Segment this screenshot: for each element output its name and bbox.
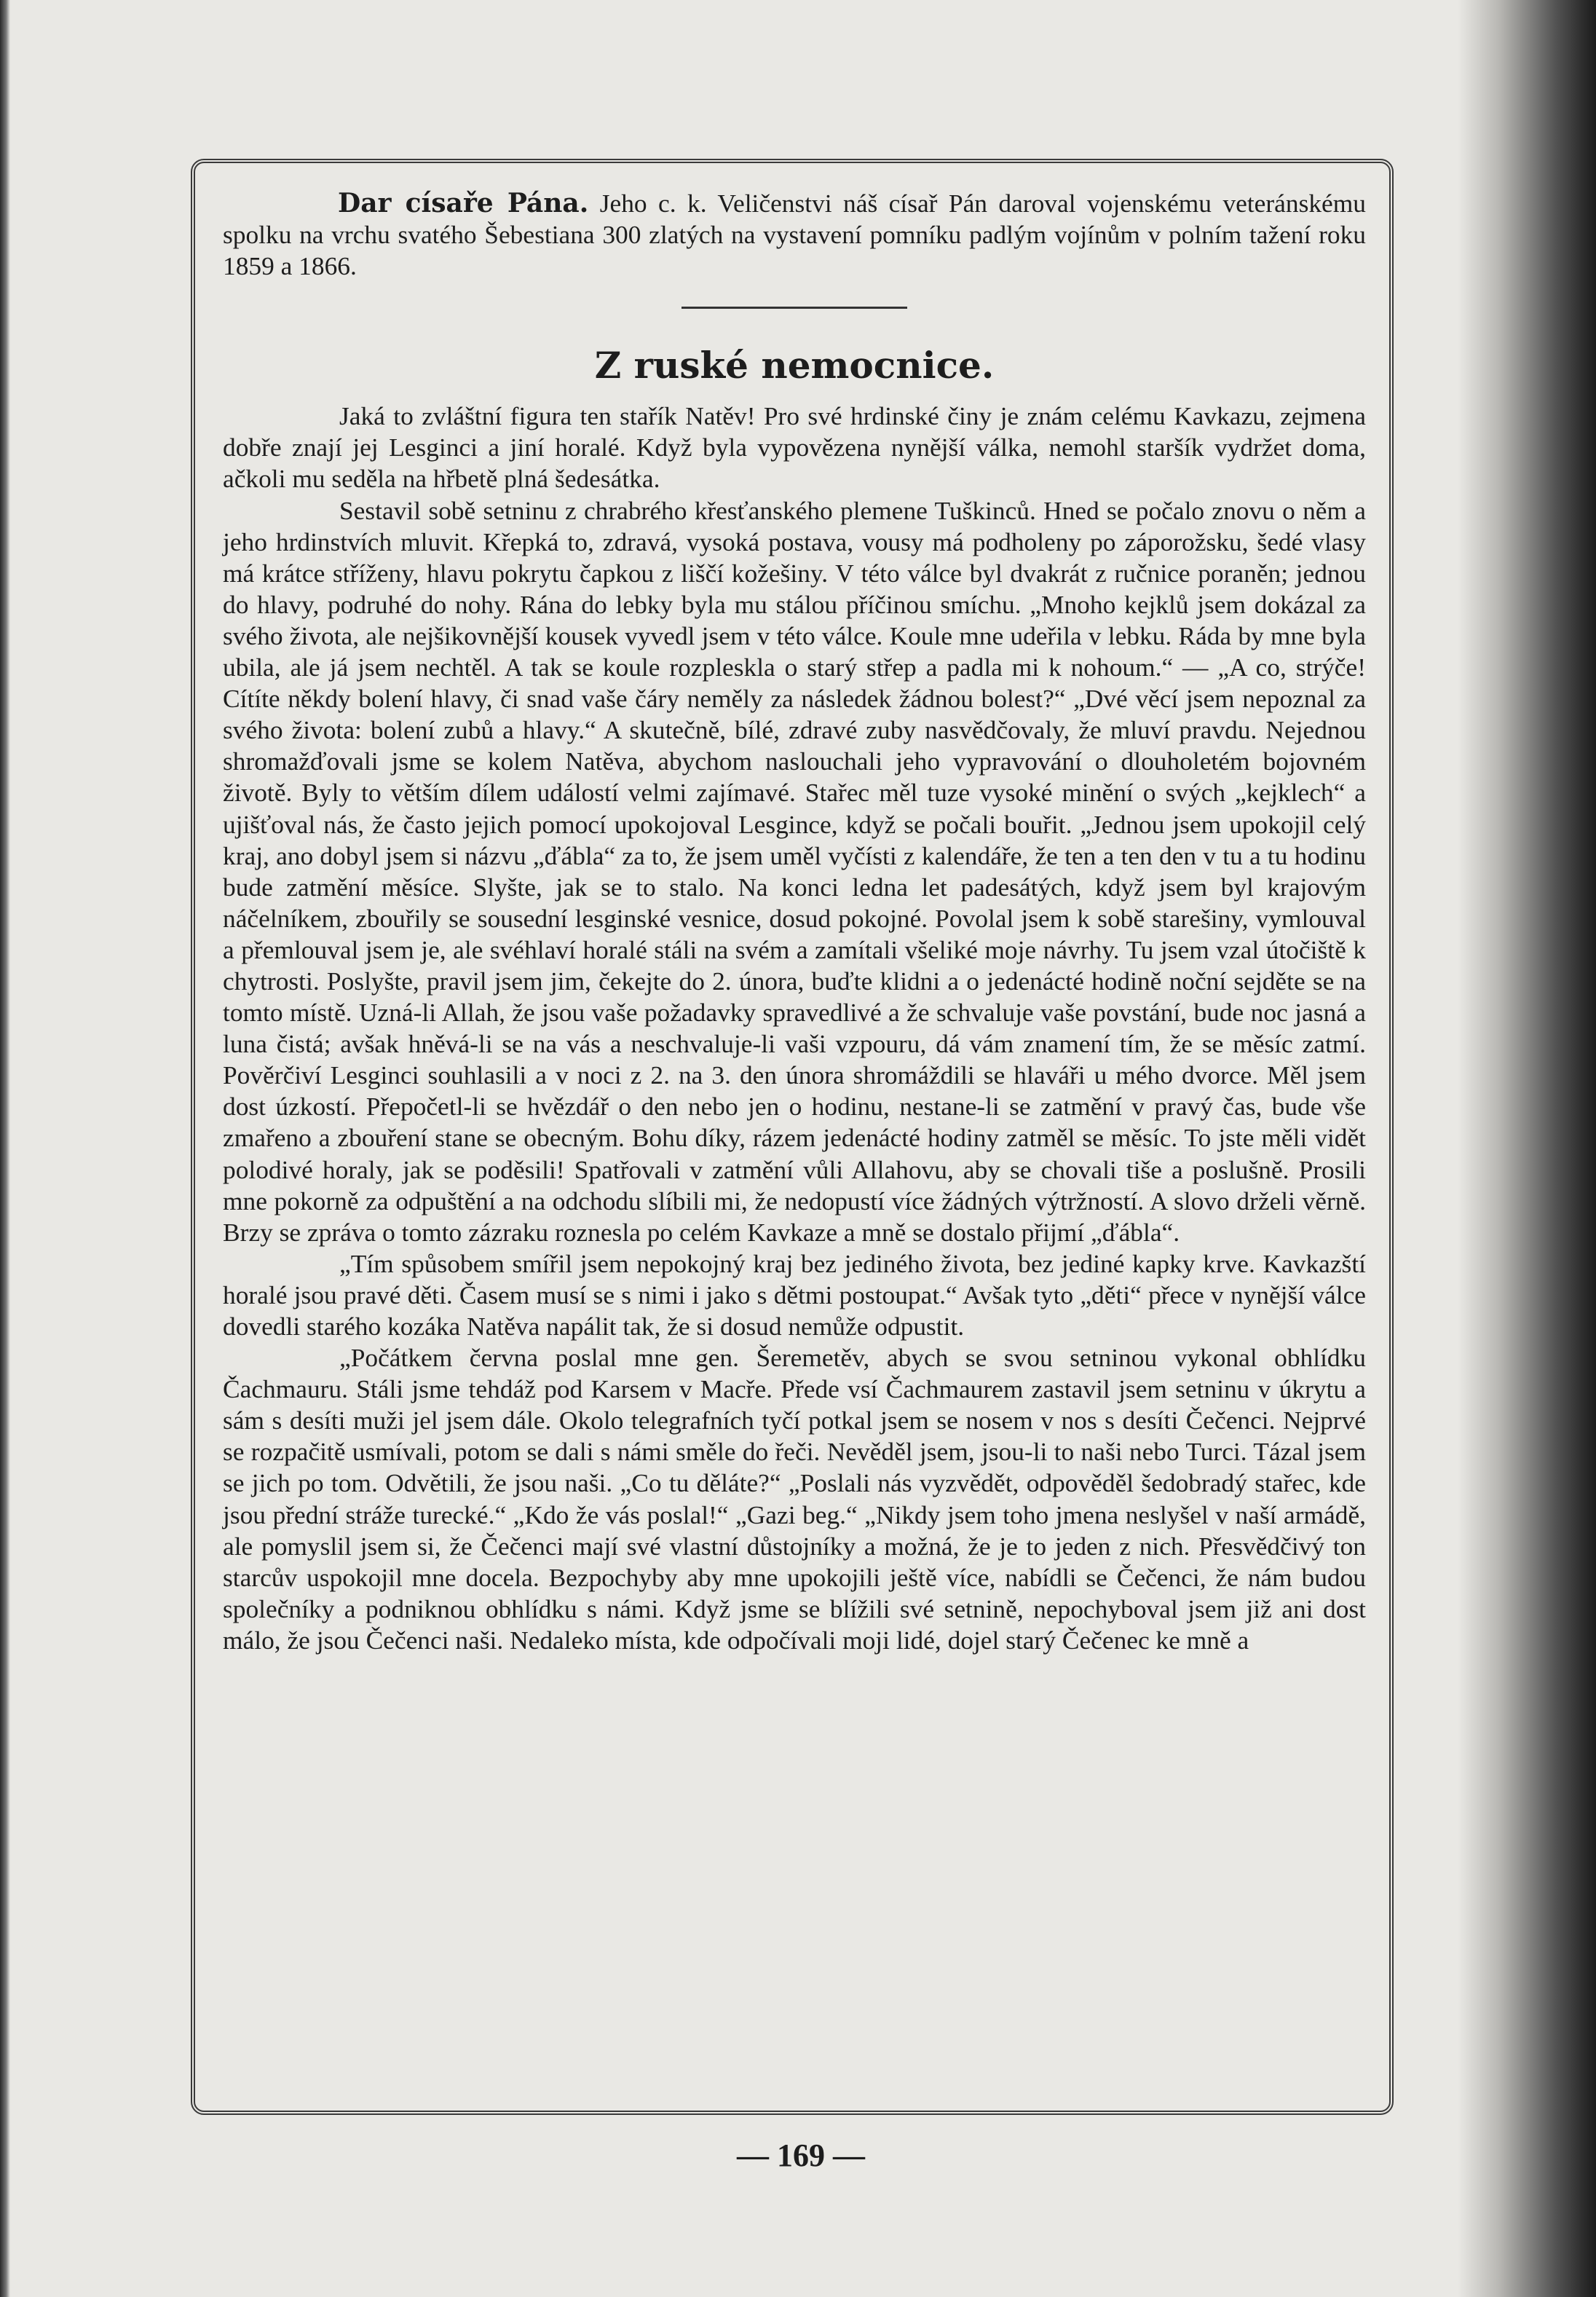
article-paragraph-4: „Počátkem června poslal mne gen. Šeremetěv, abych se svou setninou vykonal obhlídku Čachmauru. Stáli jsme tehdáž pod Karsem v Macře. Přede vsí Čachmaurem zastavil jsem setninu v úkrytu a sám s desíti muži jel jsem dále. Okolo telegrafních tyčí potkal jsem se nosem v nos s desíti Čečenci. Nejprvé se rozpačitě usmívali, potom se dali s námi směle do řeči. Nevěděl jsem, jsou-li to naši nebo Turci. Tázal jsem se jich po tom. Odvětili, že jsou naši. „Co tu děláte?“ „Poslali nás vyzvědět, odpověděl šedobradý stařec, kde jsou přední stráže turecké.“ „Kdo že vás poslal!“ „Gazi beg.“ „Nikdy jsem toho jmena neslyšel v naší armádě, ale pomyslil jsem si, že Čečenci mají své vlastní důstojníky a možná, že je to jeden z nich. Přesvědčivý ton starcův uspokojil mne docela. Bezpochyby aby mne upokojili ještě více, nabídli se Čečenci, že nám budou společníky a podniknou obhlídku s námi. Když jsme se blížili své setnině, nepochyboval jsem již ani dost málo, že jsou Čečenci naši. Nedaleko místa, kde odpočívali moji lidé, dojel starý Čečenec ke mně a xyxy=(223,1343,1366,1655)
page-content xyxy=(223,188,1366,1656)
notice-paragraph xyxy=(223,188,1366,282)
scan-edge-right xyxy=(1458,0,1596,2297)
article-paragraph-3: „Tím spůsobem smířil jsem nepokojný kraj bez jediného života, bez jediné kapky krve. Kavkazští horalé jsou pravé děti. Časem musí se s nimi i jako s dětmi postoupat.“ Avšak tyto „děti“ přece v nynější válce dovedli starého kozáka Natěva napálit tak, že si dosud nemůže odpustit. xyxy=(223,1248,1366,1341)
scan-edge-left xyxy=(0,0,10,2297)
article-paragraph-1: Jaká to zvláštní figura ten stařík Natěv! Pro své hrdinské činy je znám celému Kavkazu, zejmena dobře znají jej Lesginci a jiní horalé. Když byla vypovězena nynější válka, nemohl staršík vydržet doma, ačkoli mu seděla na hřbetě plná šedesátka. xyxy=(223,401,1366,494)
article-title: Z ruské nemocnice. xyxy=(594,344,995,387)
notice-text: Jeho c. k. Veličenstvi náš císař Pán daroval vojenskému veteránskému spolku na vrchu svatého Šebestiana 300 zlatých na vystavení pomníku padlým vojínům v polním tažení roku 1859 a 1866. xyxy=(223,189,1366,281)
notice-lead: Dar císaře Pána. xyxy=(338,188,589,218)
page-number: — 169 — xyxy=(737,2138,865,2173)
article-paragraph-2: Sestavil sobě setninu z chrabrého křesťanského plemene Tuškinců. Hned se počalo znovu o něm a jeho hrdinstvích mluvit. Křepká to, zdravá, vysoká postava, vousy má podholeny po záporožsku, šedé vlasy má krátce stříženy, hlavu pokrytu čapkou z liščí kožešiny. V této válce byl dvakrát z ručnice poraněn; jednou do hlavy, podruhé do nohy. Rána do lebky byla mu stálou příčinou smíchu. „Mnoho kejklů jsem dokázal za svého života, ale nejšikovnější kousek vyvedl jsem v této válce. Koule mne udeřila v lebku. Ráda by mne byla ubila, ale já jsem nechtěl. A tak se koule rozpleskla o starý střep a padla mi k nohoum.“ — „A co, strýče! Cítíte někdy bolení hlavy, či snad vaše čáry neměly za následek žádnou bolest?“ „Dvé věcí jsem nepoznal za svého života: bolení zubů a hlavy.“ A skutečně, bílé, zdravé zuby nasvědčovaly, že mluví pravdu. Nejednou shromažďovali jsme se kolem Natěva, abychom naslouchali jeho vypravování o dlouholetém bojovném životě. Byly to větším dílem událostí velmi zajímavé. Stařec měl tuze vysoké minění o svých „kejklech“ a ujišťoval nás, že často jejich pomocí upokojoval Lesgince, když se počali bouřit. „Jednou jsem upokojil celý kraj, ano dobyl jsem si názvu „ďábla“ za to, že jsem uměl vyčísti z kalendáře, že ten a ten den v tu a tu hodinu bude zatmění měsíce. Slyšte, jak se to stalo. Na konci ledna let padesátých, když jsem byl krajovým náčelníkem, zbouřily se sousední lesginské vesnice, dosud pokojné. Povolal jsem k sobě starešiny, vymlouval a přemlouval jsem je, ale svéhlaví horalé stáli na svém a zamítali všeliké moje návrhy. Tu jsem vzal útočiště k chytrosti. Poslyšte, pravil jsem jim, čekejte do 2. února, buďte klidni a o jedenácté hodině noční sejděte se na tomto místě. Uzná-li Allah, že jsou vaše požadavky spravedlivé a že schvaluje vaše povstání, bude noc jasná a luna čistá; avšak hněvá-li se na vás a neschvaluje-li vaši vzpouru, dá vám znamení tím, že se měsíc zatmí. Pověrčiví Lesginci souhlasili a v noci z 2. na 3. den února shromáždili se hlaváři u mého dvorce. Měl jsem dost úzkostí. Přepočetl-li se hvězdář o den nebo jen o hodinu, nestane-li se zatmění v pravý čas, bude vše zmařeno a zbouření stane se obecným. Bohu díky, rázem jedenácté hodiny zatměl se měsíc. To jste měli vidět polodivé horaly, jak se poděsili! Spatřovali v zatmění vůli Allahovu, aby se chovali tiše a poslušně. Prosili mne pokorně za odpuštění a na odchodu slíbili mi, že nedopustí více žádných výtržností. A slovo drželi věrně. Brzy se zpráva o tomto zázraku roznesla po celém Kavkaze a mně se dostalo přijmí „ďábla“. xyxy=(223,495,1366,1247)
section-divider xyxy=(682,307,907,309)
